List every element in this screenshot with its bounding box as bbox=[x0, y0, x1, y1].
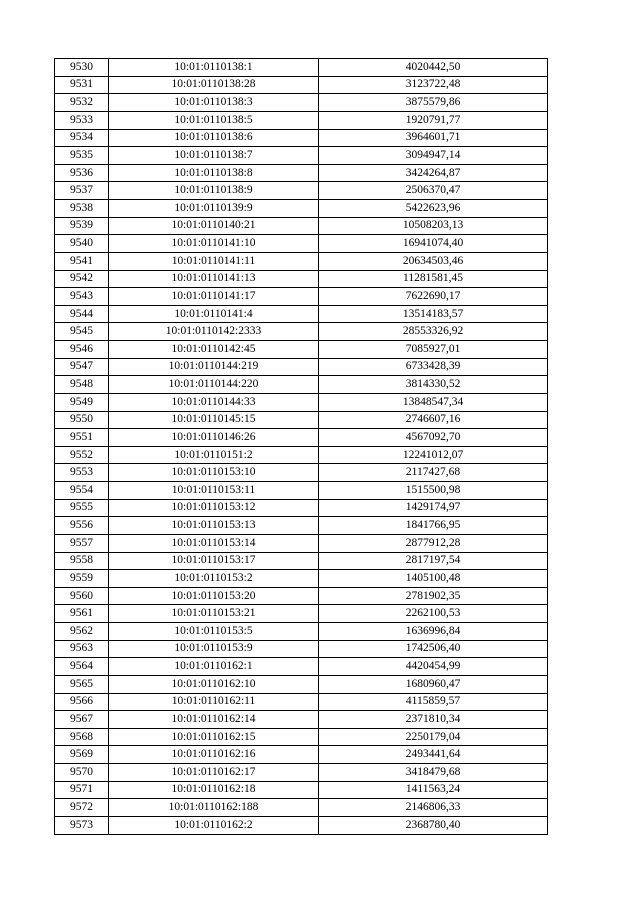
cadastral-value-cell: 12241012,07 bbox=[319, 446, 548, 464]
row-number-cell: 9562 bbox=[55, 623, 109, 641]
row-number-cell: 9548 bbox=[55, 376, 109, 394]
cadastral-number-cell: 10:01:0110153:13 bbox=[109, 517, 319, 535]
row-number-cell: 9551 bbox=[55, 429, 109, 447]
row-number-cell: 9544 bbox=[55, 305, 109, 323]
cadastral-number-cell: 10:01:0110153:9 bbox=[109, 640, 319, 658]
cadastral-value-cell: 2368780,40 bbox=[319, 816, 548, 834]
cadastral-value-cell: 4420454,99 bbox=[319, 658, 548, 676]
cadastral-value-cell: 16941074,40 bbox=[319, 235, 548, 253]
cadastral-value-cell: 2262100,53 bbox=[319, 605, 548, 623]
row-number-cell: 9555 bbox=[55, 499, 109, 517]
table-row bbox=[55, 764, 548, 782]
cadastral-number-cell: 10:01:0110153:12 bbox=[109, 499, 319, 517]
row-number-cell: 9547 bbox=[55, 358, 109, 376]
table-row bbox=[55, 182, 548, 200]
cadastral-number-cell: 10:01:0110141:4 bbox=[109, 305, 319, 323]
table-row bbox=[55, 252, 548, 270]
row-number-cell: 9543 bbox=[55, 288, 109, 306]
row-number-cell: 9536 bbox=[55, 164, 109, 182]
cadastral-value-cell: 7622690,17 bbox=[319, 288, 548, 306]
cadastral-number-cell: 10:01:0110138:1 bbox=[109, 59, 319, 77]
cadastral-value-cell: 28553326,92 bbox=[319, 323, 548, 341]
row-number-cell: 9557 bbox=[55, 534, 109, 552]
table-row bbox=[55, 552, 548, 570]
row-number-cell: 9532 bbox=[55, 94, 109, 112]
cadastral-number-cell: 10:01:0110151:2 bbox=[109, 446, 319, 464]
table-row bbox=[55, 429, 548, 447]
cadastral-number-cell: 10:01:0110142:2333 bbox=[109, 323, 319, 341]
row-number-cell: 9530 bbox=[55, 59, 109, 77]
table-row bbox=[55, 605, 548, 623]
cadastral-number-cell: 10:01:0110140:21 bbox=[109, 217, 319, 235]
cadastral-number-cell: 10:01:0110138:5 bbox=[109, 111, 319, 129]
cadastral-number-cell: 10:01:0110141:13 bbox=[109, 270, 319, 288]
table-row bbox=[55, 693, 548, 711]
cadastral-number-cell: 10:01:0110153:20 bbox=[109, 587, 319, 605]
cadastral-value-cell: 2506370,47 bbox=[319, 182, 548, 200]
cadastral-number-cell: 10:01:0110144:33 bbox=[109, 393, 319, 411]
cadastral-value-cell: 1636996,84 bbox=[319, 623, 548, 641]
table-row bbox=[55, 711, 548, 729]
cadastral-value-cell: 2781902,35 bbox=[319, 587, 548, 605]
cadastral-value-cell: 3964601,71 bbox=[319, 129, 548, 147]
cadastral-value-cell: 4115859,57 bbox=[319, 693, 548, 711]
row-number-cell: 9537 bbox=[55, 182, 109, 200]
cadastral-number-cell: 10:01:0110138:3 bbox=[109, 94, 319, 112]
cadastral-value-cell: 2371810,34 bbox=[319, 711, 548, 729]
table-row bbox=[55, 358, 548, 376]
cadastral-number-cell: 10:01:0110146:26 bbox=[109, 429, 319, 447]
cadastral-number-cell: 10:01:0110162:15 bbox=[109, 728, 319, 746]
cadastral-number-cell: 10:01:0110145:15 bbox=[109, 411, 319, 429]
table-row bbox=[55, 164, 548, 182]
cadastral-number-cell: 10:01:0110138:6 bbox=[109, 129, 319, 147]
table-row bbox=[55, 623, 548, 641]
table-row bbox=[55, 781, 548, 799]
row-number-cell: 9565 bbox=[55, 675, 109, 693]
table-body bbox=[55, 59, 548, 835]
row-number-cell: 9560 bbox=[55, 587, 109, 605]
row-number-cell: 9531 bbox=[55, 76, 109, 94]
cadastral-value-cell: 1411563,24 bbox=[319, 781, 548, 799]
row-number-cell: 9541 bbox=[55, 252, 109, 270]
cadastral-value-cell: 4567092,70 bbox=[319, 429, 548, 447]
table-row bbox=[55, 482, 548, 500]
cadastral-value-cell: 3424264,87 bbox=[319, 164, 548, 182]
cadastral-value-cell: 1742506,40 bbox=[319, 640, 548, 658]
cadastral-value-cell: 2877912,28 bbox=[319, 534, 548, 552]
row-number-cell: 9552 bbox=[55, 446, 109, 464]
table-row bbox=[55, 200, 548, 218]
cadastral-number-cell: 10:01:0110142:45 bbox=[109, 341, 319, 359]
cadastral-number-cell: 10:01:0110153:11 bbox=[109, 482, 319, 500]
cadastral-value-cell: 3814330,52 bbox=[319, 376, 548, 394]
cadastral-number-cell: 10:01:0110153:5 bbox=[109, 623, 319, 641]
cadastral-number-cell: 10:01:0110153:21 bbox=[109, 605, 319, 623]
cadastral-number-cell: 10:01:0110162:17 bbox=[109, 764, 319, 782]
row-number-cell: 9571 bbox=[55, 781, 109, 799]
cadastral-number-cell: 10:01:0110141:17 bbox=[109, 288, 319, 306]
cadastral-number-cell: 10:01:0110162:11 bbox=[109, 693, 319, 711]
table-row bbox=[55, 640, 548, 658]
cadastral-value-cell: 20634503,46 bbox=[319, 252, 548, 270]
row-number-cell: 9534 bbox=[55, 129, 109, 147]
cadastral-value-cell: 5422623,96 bbox=[319, 200, 548, 218]
cadastral-number-cell: 10:01:0110144:220 bbox=[109, 376, 319, 394]
cadastral-number-cell: 10:01:0110141:11 bbox=[109, 252, 319, 270]
cadastral-number-cell: 10:01:0110153:14 bbox=[109, 534, 319, 552]
cadastral-number-cell: 10:01:0110138:7 bbox=[109, 147, 319, 165]
cadastral-number-cell: 10:01:0110138:28 bbox=[109, 76, 319, 94]
cadastral-value-cell: 3123722,48 bbox=[319, 76, 548, 94]
row-number-cell: 9563 bbox=[55, 640, 109, 658]
row-number-cell: 9566 bbox=[55, 693, 109, 711]
cadastral-value-cell: 3094947,14 bbox=[319, 147, 548, 165]
cadastral-value-cell: 3875579,86 bbox=[319, 94, 548, 112]
row-number-cell: 9553 bbox=[55, 464, 109, 482]
cadastral-value-table bbox=[54, 58, 548, 835]
cadastral-number-cell: 10:01:0110144:219 bbox=[109, 358, 319, 376]
cadastral-value-cell: 3418479,68 bbox=[319, 764, 548, 782]
row-number-cell: 9561 bbox=[55, 605, 109, 623]
cadastral-number-cell: 10:01:0110153:17 bbox=[109, 552, 319, 570]
cadastral-value-cell: 11281581,45 bbox=[319, 270, 548, 288]
table-row bbox=[55, 305, 548, 323]
cadastral-number-cell: 10:01:0110162:14 bbox=[109, 711, 319, 729]
table-row bbox=[55, 570, 548, 588]
cadastral-value-cell: 13848547,34 bbox=[319, 393, 548, 411]
table-row bbox=[55, 94, 548, 112]
cadastral-value-cell: 1920791,77 bbox=[319, 111, 548, 129]
cadastral-number-cell: 10:01:0110162:188 bbox=[109, 799, 319, 817]
row-number-cell: 9545 bbox=[55, 323, 109, 341]
table-row bbox=[55, 288, 548, 306]
table-row bbox=[55, 446, 548, 464]
table-row bbox=[55, 728, 548, 746]
table-row bbox=[55, 76, 548, 94]
cadastral-value-cell: 13514183,57 bbox=[319, 305, 548, 323]
cadastral-number-cell: 10:01:0110162:1 bbox=[109, 658, 319, 676]
table-row bbox=[55, 799, 548, 817]
table-row bbox=[55, 658, 548, 676]
cadastral-number-cell: 10:01:0110138:9 bbox=[109, 182, 319, 200]
table-row bbox=[55, 111, 548, 129]
row-number-cell: 9533 bbox=[55, 111, 109, 129]
table-row bbox=[55, 147, 548, 165]
cadastral-number-cell: 10:01:0110138:8 bbox=[109, 164, 319, 182]
cadastral-number-cell: 10:01:0110162:18 bbox=[109, 781, 319, 799]
row-number-cell: 9558 bbox=[55, 552, 109, 570]
cadastral-value-cell: 2493441,64 bbox=[319, 746, 548, 764]
cadastral-value-cell: 2746607,16 bbox=[319, 411, 548, 429]
table-row bbox=[55, 59, 548, 77]
row-number-cell: 9573 bbox=[55, 816, 109, 834]
row-number-cell: 9539 bbox=[55, 217, 109, 235]
table-row bbox=[55, 376, 548, 394]
table-row bbox=[55, 746, 548, 764]
cadastral-value-cell: 2117427,68 bbox=[319, 464, 548, 482]
table-row bbox=[55, 816, 548, 834]
cadastral-value-cell: 1841766,95 bbox=[319, 517, 548, 535]
row-number-cell: 9535 bbox=[55, 147, 109, 165]
table-row bbox=[55, 270, 548, 288]
table-row bbox=[55, 341, 548, 359]
cadastral-value-cell: 2250179,04 bbox=[319, 728, 548, 746]
row-number-cell: 9564 bbox=[55, 658, 109, 676]
row-number-cell: 9568 bbox=[55, 728, 109, 746]
cadastral-number-cell: 10:01:0110153:10 bbox=[109, 464, 319, 482]
cadastral-value-cell: 2817197,54 bbox=[319, 552, 548, 570]
table-row bbox=[55, 464, 548, 482]
cadastral-number-cell: 10:01:0110162:2 bbox=[109, 816, 319, 834]
table-row bbox=[55, 235, 548, 253]
row-number-cell: 9550 bbox=[55, 411, 109, 429]
table-row bbox=[55, 499, 548, 517]
cadastral-number-cell: 10:01:0110141:10 bbox=[109, 235, 319, 253]
row-number-cell: 9567 bbox=[55, 711, 109, 729]
row-number-cell: 9559 bbox=[55, 570, 109, 588]
cadastral-value-cell: 1429174,97 bbox=[319, 499, 548, 517]
cadastral-value-cell: 7085927,01 bbox=[319, 341, 548, 359]
cadastral-value-cell: 1405100,48 bbox=[319, 570, 548, 588]
cadastral-number-cell: 10:01:0110162:16 bbox=[109, 746, 319, 764]
row-number-cell: 9556 bbox=[55, 517, 109, 535]
row-number-cell: 9569 bbox=[55, 746, 109, 764]
cadastral-value-cell: 2146806,33 bbox=[319, 799, 548, 817]
cadastral-value-cell: 1515500,98 bbox=[319, 482, 548, 500]
row-number-cell: 9540 bbox=[55, 235, 109, 253]
cadastral-number-cell: 10:01:0110162:10 bbox=[109, 675, 319, 693]
cadastral-number-cell: 10:01:0110139:9 bbox=[109, 200, 319, 218]
cadastral-value-cell: 10508203,13 bbox=[319, 217, 548, 235]
table-row bbox=[55, 517, 548, 535]
table-row bbox=[55, 393, 548, 411]
row-number-cell: 9542 bbox=[55, 270, 109, 288]
table-row bbox=[55, 675, 548, 693]
row-number-cell: 9538 bbox=[55, 200, 109, 218]
table-row bbox=[55, 411, 548, 429]
row-number-cell: 9572 bbox=[55, 799, 109, 817]
row-number-cell: 9570 bbox=[55, 764, 109, 782]
table-row bbox=[55, 217, 548, 235]
cadastral-value-cell: 6733428,39 bbox=[319, 358, 548, 376]
row-number-cell: 9554 bbox=[55, 482, 109, 500]
row-number-cell: 9549 bbox=[55, 393, 109, 411]
table-row bbox=[55, 587, 548, 605]
cadastral-number-cell: 10:01:0110153:2 bbox=[109, 570, 319, 588]
row-number-cell: 9546 bbox=[55, 341, 109, 359]
cadastral-value-cell: 1680960,47 bbox=[319, 675, 548, 693]
cadastral-value-cell: 4020442,50 bbox=[319, 59, 548, 77]
table-row bbox=[55, 323, 548, 341]
table-row bbox=[55, 534, 548, 552]
table-row bbox=[55, 129, 548, 147]
